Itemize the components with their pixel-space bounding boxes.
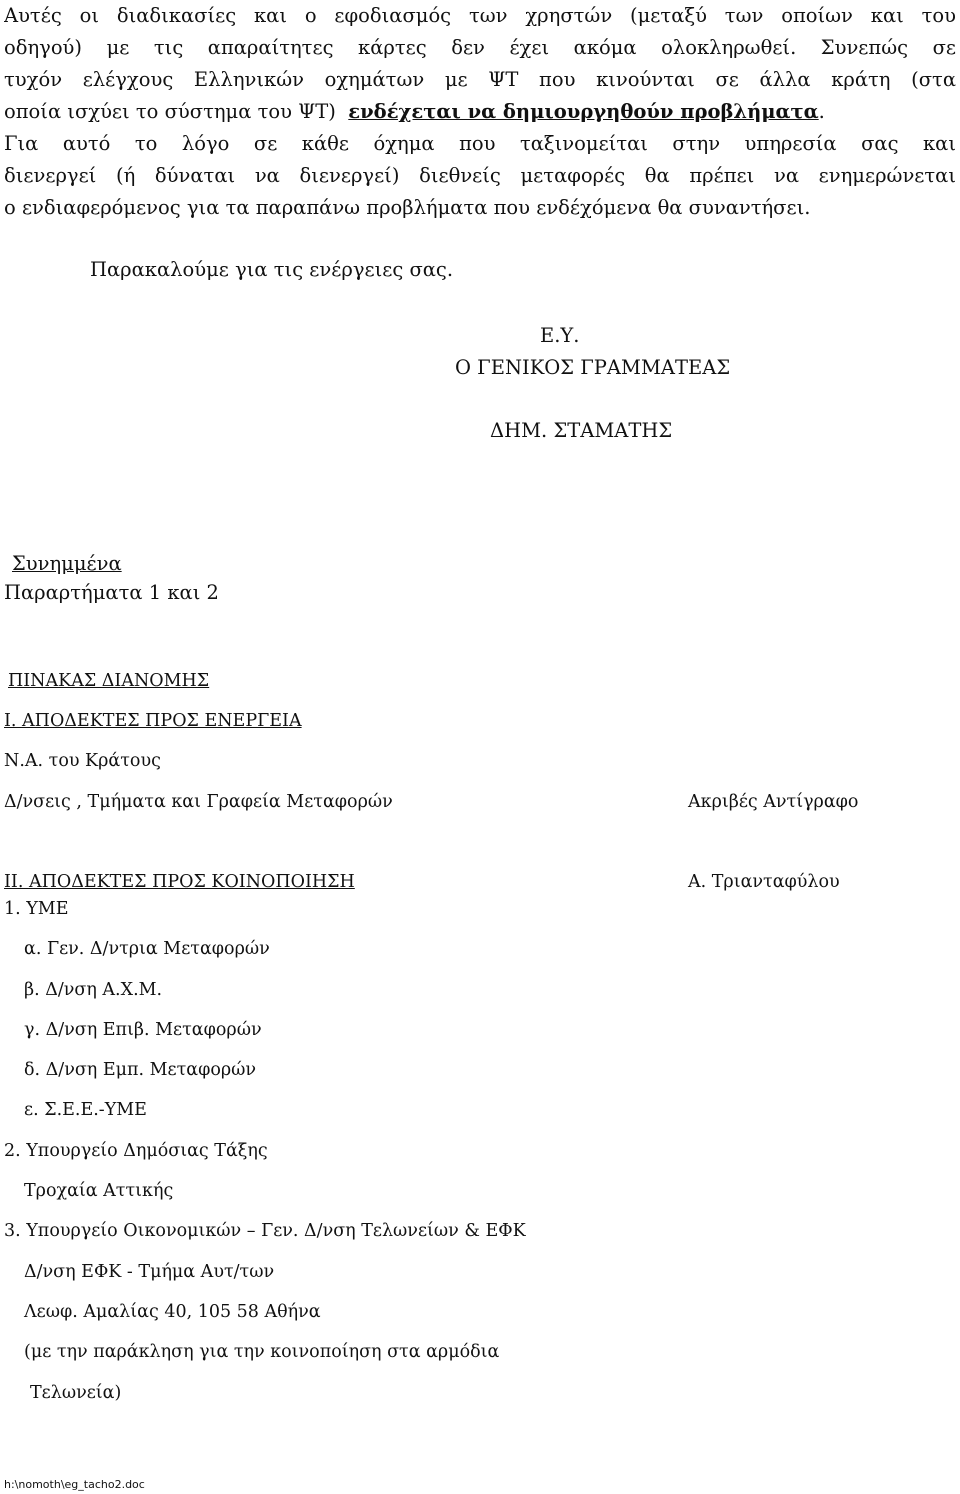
recipient-line: ε. Σ.Ε.Ε.-ΥΜΕ (24, 1100, 147, 1120)
recipient-line: γ. Δ/νση Επιβ. Μεταφορών (24, 1020, 262, 1040)
body-line-2: οδηγού) με τις απαραίτητες κάρτες δεν έχει ακόμα ολοκληρωθεί. Συνεπώς σε (4, 36, 956, 59)
body-line-4-start: οποία ισχύει το σύστημα του ΨΤ) (4, 100, 336, 123)
recipient-line: (με την παράκληση για την κοινοποίηση στα αρμόδια (24, 1342, 500, 1362)
attachments-list: Παραρτήματα 1 και 2 (4, 581, 219, 604)
recipient-line: Λεωφ. Αμαλίας 40, 105 58 Αθήνα (24, 1302, 321, 1322)
body-line-5: Για αυτό το λόγο σε κάθε όχημα που ταξινομείται στην υπηρεσία σας και (4, 132, 956, 155)
ey-abbreviation: Ε.Υ. (540, 324, 580, 347)
recipient-line: β. Δ/νση Α.Χ.Μ. (24, 980, 163, 1000)
secretary-title: Ο ΓΕΝΙΚΟΣ ΓΡΑΜΜΑΤΕΑΣ (455, 356, 731, 379)
recipient-line: δ. Δ/νση Εμπ. Μεταφορών (24, 1060, 257, 1080)
signatory-name: ΔΗΜ. ΣΤΑΜΑΤΗΣ (490, 419, 673, 442)
body-paragraph (4, 0, 956, 128)
action-recipient-line-2: Δ/νσεις , Τμήματα και Γραφεία Μεταφορών (4, 792, 393, 812)
body-line-4 (4, 96, 956, 128)
recipient-line: α. Γεν. Δ/ντρια Μεταφορών (24, 939, 270, 959)
recipient-line: 2. Υπουργείο Δημόσιας Τάξης (4, 1141, 268, 1161)
distribution-heading: ΠΙΝΑΚΑΣ ΔΙΑΝΟΜΗΣ (8, 671, 210, 691)
body-line-1: Αυτές οι διαδικασίες και ο εφοδιασμός των χρηστών (μεταξύ των οποίων και του (4, 4, 956, 27)
footer-file-path: h:\nomoth\eg_tacho2.doc (4, 1478, 145, 1491)
body-line-3: τυχόν ελέγχους Ελληνικών οχημάτων με ΨΤ που κινούνται σε άλλα κράτη (στα (4, 68, 956, 91)
certified-copy-label: Ακριβές Αντίγραφο (688, 792, 859, 812)
attachments-heading: Συνημμένα (12, 552, 122, 575)
recipient-line: Τελωνεία) (30, 1383, 122, 1403)
notify-recipients-heading: ΙΙ. ΑΠΟΔΕΚΤΕΣ ΠΡΟΣ ΚΟΙΝΟΠΟΙΗΣΗ (4, 872, 355, 892)
copy-signer-name: Α. Τριανταφύλου (688, 872, 840, 892)
body-line-7: ο ενδιαφερόμενος για τα παραπάνω προβλήματα που ενδέχόμενα θα συναντήσει. (4, 196, 811, 219)
action-recipient-line-1: Ν.Α. του Κράτους (4, 751, 161, 771)
emphasis-problems-warning: ενδέχεται να δημιουργηθούν προβλήματα (348, 100, 819, 123)
body-line-4-period: . (818, 100, 825, 123)
recipient-line: 1. ΥΜΕ (4, 899, 69, 919)
recipient-line: 3. Υπουργείο Οικονομικών – Γεν. Δ/νση Τελωνείων & ΕΦΚ (4, 1221, 526, 1241)
body-line-6: διενεργεί (ή δύναται να διενεργεί) διεθνείς μεταφορές θα πρέπει να ενημερώνεται (4, 164, 956, 187)
closing-request: Παρακαλούμε για τις ενέργειες σας. (90, 258, 454, 281)
recipient-line: Δ/νση ΕΦΚ - Τμήμα Αυτ/των (24, 1262, 275, 1282)
action-recipients-heading: Ι. ΑΠΟΔΕΚΤΕΣ ΠΡΟΣ ΕΝΕΡΓΕΙΑ (4, 711, 302, 731)
body-paragraph-continued (4, 128, 956, 224)
recipient-line: Τροχαία Αττικής (24, 1181, 174, 1201)
